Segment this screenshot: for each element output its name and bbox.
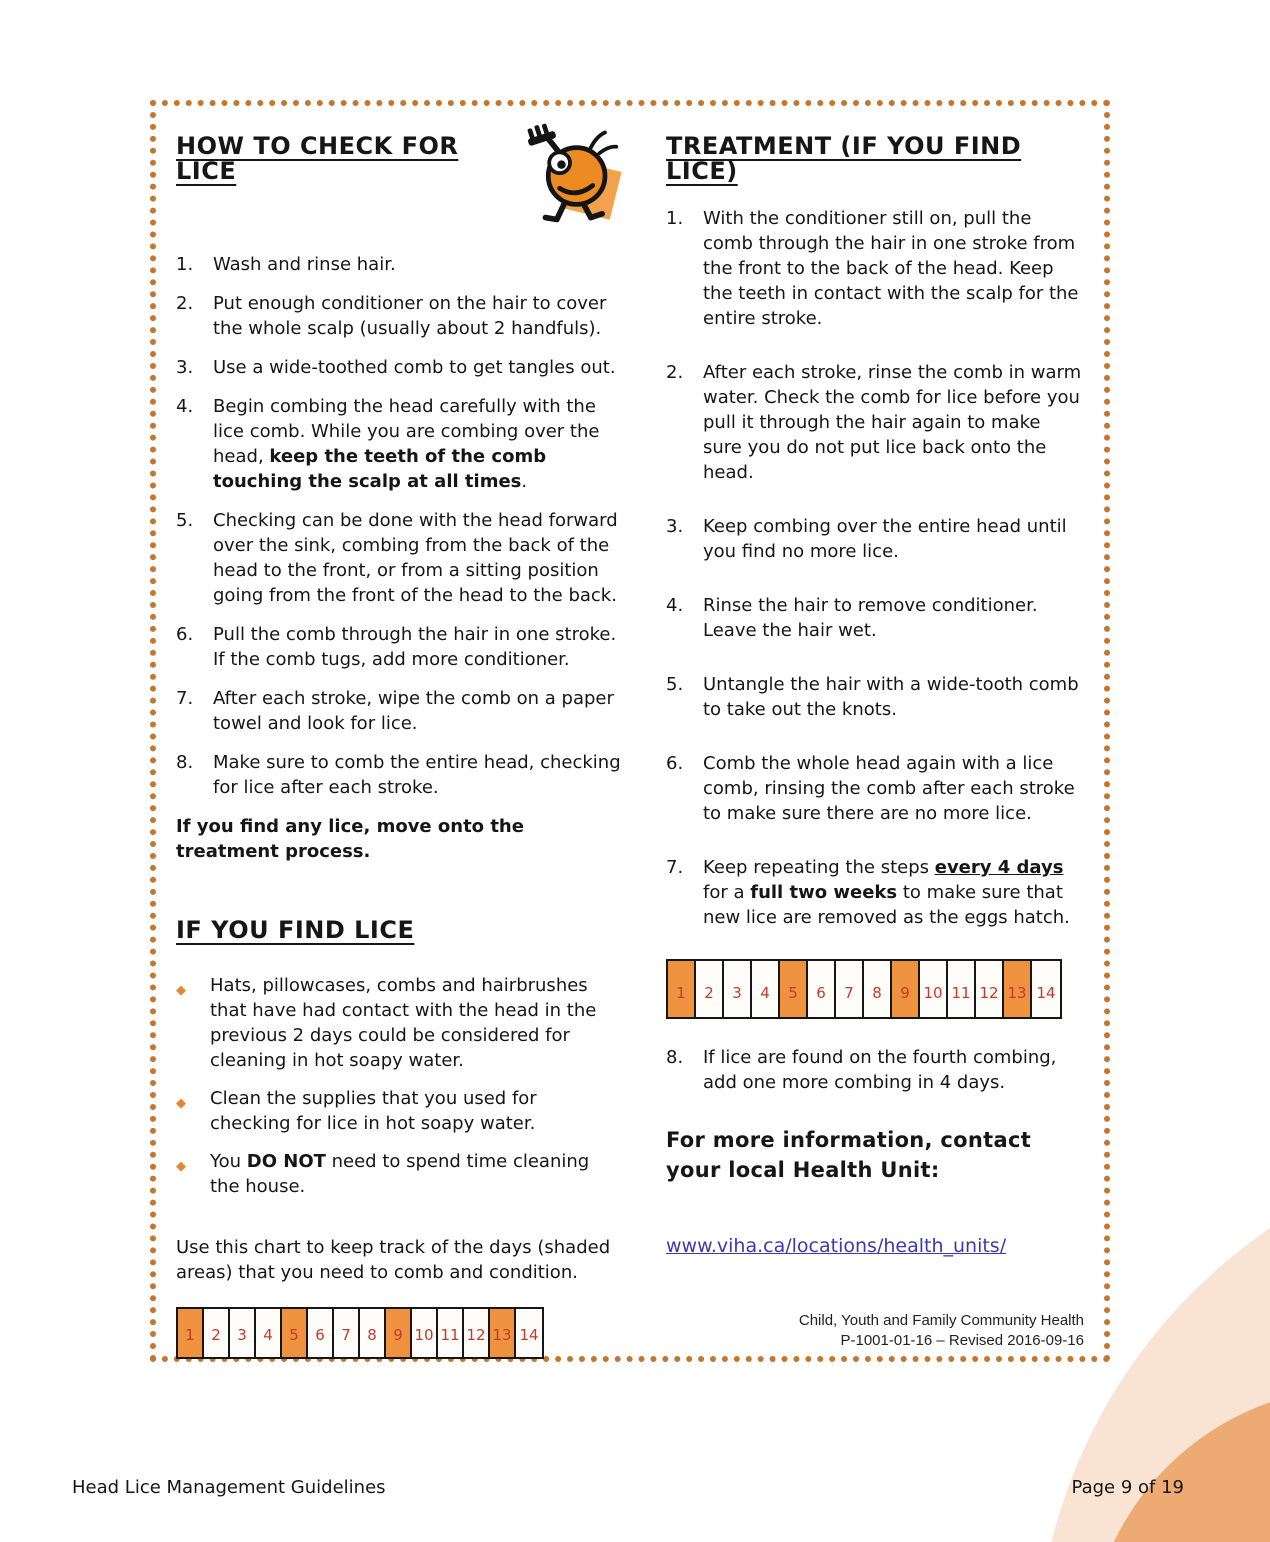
list-number: 4. <box>666 595 684 616</box>
section-title-if-you-find-lice: IF YOU FIND LICE <box>176 916 415 944</box>
if-found-bullet-list <box>176 973 622 1199</box>
day-number: 1 <box>185 1326 195 1344</box>
list-item <box>176 291 622 341</box>
day-number: 2 <box>704 984 714 1002</box>
day-cell <box>752 961 780 1017</box>
day-number: 3 <box>237 1326 247 1344</box>
list-number: 2. <box>666 362 684 383</box>
day-number: 1 <box>676 984 686 1002</box>
list-item-text: Rinse the hair to remove conditioner. Leave the hair wet. <box>703 595 1038 641</box>
day-number: 4 <box>760 984 770 1002</box>
day-number: 14 <box>1036 984 1056 1002</box>
list-item-text: Keep combing over the entire head until you find no more lice. <box>703 516 1067 562</box>
health-units-link[interactable]: www.viha.ca/locations/health_units/ <box>666 1235 1007 1257</box>
day-number: 13 <box>1007 984 1027 1002</box>
day-cell <box>464 1309 490 1357</box>
day-number: 12 <box>466 1326 486 1344</box>
day-number: 11 <box>951 984 971 1002</box>
list-item-text: After each stroke, wipe the comb on a paper towel and look for lice. <box>213 688 614 734</box>
day-cell <box>696 961 724 1017</box>
list-item-text: If lice are found on the fourth combing, add one more combing in 4 days. <box>703 1047 1057 1093</box>
treatment-step-8 <box>666 1045 1084 1095</box>
list-item <box>666 751 1084 826</box>
day-number: 7 <box>341 1326 351 1344</box>
diamond-bullet-icon: ◆ <box>176 1096 186 1111</box>
day-cell <box>864 961 892 1017</box>
list-item <box>176 1149 622 1199</box>
list-number: 5. <box>176 510 194 531</box>
attribution-org: Child, Youth and Family Community Health <box>798 1312 1084 1329</box>
list-item-text: You DO NOT need to spend time cleaning the house. <box>210 1151 590 1197</box>
attribution-doc-number: P-1001-01-16 – Revised 2016-09-16 <box>840 1332 1084 1349</box>
list-item <box>176 355 622 380</box>
more-info-text: For more information, contact your local Health Unit: <box>666 1128 1032 1182</box>
list-number: 2. <box>176 293 194 314</box>
lice-cartoon-icon <box>518 122 622 230</box>
check-steps-list <box>176 252 622 800</box>
attribution <box>666 1311 1084 1351</box>
list-item-text: Clean the supplies that you used for checking for lice in hot soapy water. <box>210 1088 537 1134</box>
list-item <box>666 360 1084 485</box>
list-number: 6. <box>176 624 194 645</box>
day-cell <box>892 961 920 1017</box>
day-cell <box>230 1309 256 1357</box>
list-item-text: Begin combing the head carefully with the lice comb. While you are combing over the head, keep the teeth of the comb touching the scalp at all times. <box>213 396 600 492</box>
day-cell <box>1004 961 1032 1017</box>
list-number: 6. <box>666 753 684 774</box>
footer-document-title: Head Lice Management Guidelines <box>72 1477 386 1498</box>
list-item-text: Pull the comb through the hair in one stroke. If the comb tugs, add more conditioner. <box>213 624 617 670</box>
day-number: 11 <box>440 1326 460 1344</box>
day-number: 3 <box>732 984 742 1002</box>
list-item-text: Keep repeating the steps every 4 days for a full two weeks to make sure that new lice are removed as the eggs hatch. <box>703 857 1070 928</box>
list-number: 5. <box>666 674 684 695</box>
list-number: 1. <box>666 208 684 229</box>
list-number: 3. <box>666 516 684 537</box>
diamond-bullet-icon: ◆ <box>176 983 186 998</box>
day-cell <box>808 961 836 1017</box>
list-item <box>176 394 622 494</box>
list-item <box>176 973 622 1073</box>
day-cell <box>516 1309 542 1357</box>
day-cell <box>204 1309 230 1357</box>
day-cell <box>948 961 976 1017</box>
list-item-text: Put enough conditioner on the hair to cover the whole scalp (usually about 2 handfuls). <box>213 293 607 339</box>
list-item <box>176 686 622 736</box>
dotted-border-frame <box>150 100 1110 1362</box>
list-number: 3. <box>176 357 194 378</box>
day-cell <box>490 1309 516 1357</box>
list-item <box>176 622 622 672</box>
right-column <box>666 120 1084 1348</box>
list-item-text: Comb the whole head again with a lice comb, rinsing the comb after each stroke to make sure there are no more lice. <box>703 753 1075 824</box>
list-item <box>666 855 1084 930</box>
list-item-text: After each stroke, rinse the comb in warm water. Check the comb for lice before you pull it through the hair again to make sure you do not put lice back onto the head. <box>703 362 1082 483</box>
subtitle-wrap <box>176 918 622 943</box>
day-cell <box>724 961 752 1017</box>
comb-day-chart-left <box>176 1307 544 1359</box>
list-item-text: With the conditioner still on, pull the comb through the hair in one stroke from the front to the back of the head. Keep the teeth in contact with the scalp for the entire stroke. <box>703 208 1079 329</box>
list-item <box>666 514 1084 564</box>
day-cell <box>334 1309 360 1357</box>
day-number: 10 <box>923 984 943 1002</box>
list-item <box>176 252 622 277</box>
day-number: 6 <box>816 984 826 1002</box>
list-item <box>666 672 1084 722</box>
list-item <box>666 1045 1084 1095</box>
list-number: 8. <box>176 752 194 773</box>
day-cell <box>668 961 696 1017</box>
day-number: 2 <box>211 1326 221 1344</box>
left-column <box>176 120 622 1348</box>
right-title-row <box>666 120 1084 184</box>
list-number: 7. <box>176 688 194 709</box>
list-item <box>666 593 1084 643</box>
list-item-text: Wash and rinse hair. <box>213 254 396 275</box>
diamond-bullet-icon: ◆ <box>176 1159 186 1174</box>
list-item-text: Make sure to comb the entire head, checking for lice after each stroke. <box>213 752 621 798</box>
treatment-steps-1-7 <box>666 206 1084 930</box>
day-number: 5 <box>788 984 798 1002</box>
day-number: 12 <box>979 984 999 1002</box>
list-item <box>176 750 622 800</box>
day-cell <box>178 1309 204 1357</box>
day-number: 7 <box>844 984 854 1002</box>
list-item-text: Untangle the hair with a wide-tooth comb to take out the knots. <box>703 674 1079 720</box>
footer-page-number: Page 9 of 19 <box>1071 1477 1184 1498</box>
list-item-text: Use a wide-toothed comb to get tangles out. <box>213 357 616 378</box>
day-number: 10 <box>414 1326 434 1344</box>
list-number: 7. <box>666 857 684 878</box>
day-number: 6 <box>315 1326 325 1344</box>
day-cell <box>412 1309 438 1357</box>
day-cell <box>920 961 948 1017</box>
list-item-text: Hats, pillowcases, combs and hairbrushes that have had contact with the head in the previous 2 days could be considered for cleaning in hot soapy water. <box>210 975 597 1071</box>
day-cell <box>386 1309 412 1357</box>
list-number: 1. <box>176 254 194 275</box>
list-item <box>176 508 622 608</box>
day-number: 9 <box>900 984 910 1002</box>
day-number: 5 <box>289 1326 299 1344</box>
comb-day-chart-right <box>666 959 1062 1019</box>
day-cell <box>360 1309 386 1357</box>
day-number: 13 <box>492 1326 512 1344</box>
day-number: 14 <box>519 1326 539 1344</box>
chart-intro-text: Use this chart to keep track of the days (shaded areas) that you need to comb and condition. <box>176 1237 611 1283</box>
day-cell <box>780 961 808 1017</box>
left-title-row <box>176 120 622 230</box>
list-item <box>176 1086 622 1136</box>
list-item <box>666 206 1084 331</box>
day-number: 8 <box>872 984 882 1002</box>
day-cell <box>836 961 864 1017</box>
day-number: 8 <box>367 1326 377 1344</box>
list-number: 8. <box>666 1047 684 1068</box>
day-cell <box>256 1309 282 1357</box>
day-number: 4 <box>263 1326 273 1344</box>
day-cell <box>282 1309 308 1357</box>
day-number: 9 <box>393 1326 403 1344</box>
list-item-text: Checking can be done with the head forward over the sink, combing from the back of the head to the front, or from a sitting position going from the front of the head to the back. <box>213 510 618 606</box>
day-cell <box>438 1309 464 1357</box>
day-cell <box>976 961 1004 1017</box>
list-number: 4. <box>176 396 194 417</box>
day-cell <box>1032 961 1060 1017</box>
section-title-treatment: TREATMENT (IF YOU FIND LICE) <box>666 132 1022 185</box>
section-title-how-to-check: HOW TO CHECK FOR LICE <box>176 132 459 185</box>
day-cell <box>308 1309 334 1357</box>
treatment-note: If you find any lice, move onto the treatment process. <box>176 816 524 862</box>
